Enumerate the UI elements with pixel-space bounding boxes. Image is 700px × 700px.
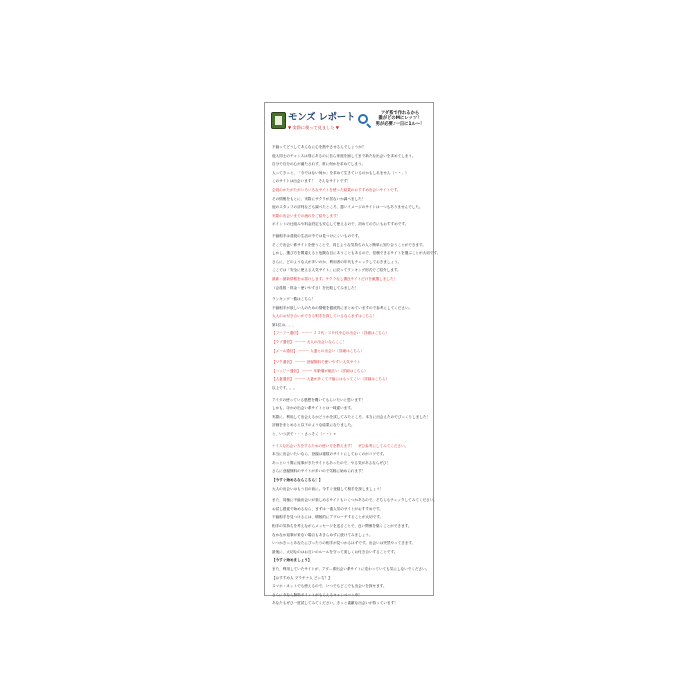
text-line: お試し感覚で始めるなら、まずは一番人気のサイトがおすすめです。 bbox=[272, 506, 383, 511]
text-line: （会員数・料金・使いやすさ）を比較してみました！ bbox=[272, 285, 359, 290]
logo-subtitle: ▼ 実際に使って見ました ▼ bbox=[288, 125, 339, 130]
promo-line: 男が必要♪一日に1ル～！ bbox=[375, 121, 425, 127]
text-line: 【今すぐ始めましょう】 bbox=[272, 558, 312, 563]
text-line: 不倫相手が欲しい人のための情報を徹底的にまとめていますので参考にしてください。 bbox=[272, 305, 413, 310]
text-line: しかし、選び方を間違えると危険な目にあうこともあるので、信頼できるサイトを選ぶことが大切です。 bbox=[272, 251, 441, 256]
text-line: と、いう訳で・・・さっそく（＾＾）ｖ bbox=[272, 432, 337, 436]
article-body bbox=[272, 143, 441, 608]
text-line: 第1位は、、、 bbox=[272, 322, 296, 327]
highlighted-text-line: 【メール通信】 ーーー 人妻との出会い（詳細はこちら） bbox=[272, 348, 365, 353]
highlighted-text-line: 実際の出会いまでの流れをご紹介します！ bbox=[272, 213, 341, 218]
highlighted-text-line: 【ラブ通信】 ーーー 大人の出会いならここ！ bbox=[272, 340, 347, 345]
text-line: 大人の出会いはもう目の前に。今すぐ登録して相手を探しましょう！ bbox=[272, 486, 384, 491]
highlighted-text-line: 大人のお付き合いができる相手を探しているならまずはこちら！ bbox=[272, 314, 377, 319]
logo-title: モンズ レポート bbox=[288, 112, 356, 123]
text-line: スマホ・ネットでも使えるので、いつでもどこでも出会いを探せます。 bbox=[272, 584, 387, 589]
promo-line: 誰がどのMにレッツ！ bbox=[378, 116, 422, 122]
promo-text bbox=[371, 111, 429, 127]
text-line: 評価をまとめると以下のような結果になりました。 bbox=[272, 423, 355, 428]
text-line: 不倫相手は普段の生活の中では見つけにくいものです。 bbox=[272, 233, 362, 238]
text-line: また、同様に不倫出会いが楽しめるサイトもいくつかあるので、そちらもチェックしてみてください。 bbox=[272, 498, 437, 503]
text-line: 他のスタッフの評判なども調べたところ、悪いイメージのサイトは一つもありませんでした。 bbox=[272, 205, 423, 210]
text-line: 他人同士のチャンスは別にあるのに自ら家庭を崩してまで新たな出会いを求めてしまう。 bbox=[272, 153, 416, 158]
text-line: あっという間に返事がきたサイトもあったので、やる気があるならぜひ！ bbox=[272, 460, 391, 465]
text-line: さらに、どのような人が多いのか、利用者の年代もチェックしておきましょう。 bbox=[272, 259, 402, 264]
highlighted-text-line: 最新・最新情報をお届けします。サクラなし優良サイトだけを厳選しました！ bbox=[272, 276, 398, 281]
text-line: 本当に出会いたいなら、登録は複数のサイトにしておくのがコツです。 bbox=[272, 452, 387, 457]
text-line: さらに今なら無料ポイントがもらえるキャンペーン中！ bbox=[272, 592, 362, 597]
magnifier-icon bbox=[358, 114, 368, 124]
text-line: あなたもぜひ一度試してみてください。きっと素敵な出会いが待っています！ bbox=[272, 601, 398, 606]
text-line: ポイントの仕組みや料金設定も安心して使えるので、初めての方にもおすすめです。 bbox=[272, 222, 409, 227]
text-line: 相手の気持ちを考えながらメッセージを送ることで、良い関係を築くことができます。 bbox=[272, 523, 412, 528]
text-line: 【今すぐ始めるならこちら！】 bbox=[272, 477, 323, 482]
text-line: ランキング一覧はこちら！ bbox=[272, 297, 316, 302]
text-line: 不倫相手を見つけるには、積極的にアプローチすることが大切です。 bbox=[272, 515, 384, 520]
text-line: 実際に、利用して出会えるかどうかを試してみたところ、本当に出会えたのでびっくりしました！ bbox=[272, 414, 431, 419]
highlighted-text-line: 【人妻通信】 ーーー 人妻が多くて不倫にはもってこい（詳細はこちら） bbox=[272, 377, 390, 382]
text-line: ここでは「安全に使える人気サイト」に絞ってランキング形式でご紹介します。 bbox=[272, 268, 401, 273]
highlighted-text-line: 【フーフー通信】 ーーー ２３代・３０代中心の出会い（詳細はこちら） bbox=[272, 331, 389, 336]
highlighted-text-line: 会員のかたがたがいろいろなサイトを使った結果のおすすめ出会いサイトです。 bbox=[272, 187, 401, 192]
text-line: さらに登録無料のサイトが多いので気軽に始められます！ bbox=[272, 469, 366, 474]
text-line: 人ってきっと、「今ではない何か」を求めて生きているのかもしれません（＾＾；） bbox=[272, 170, 409, 175]
text-line: また、利用していたサイトが、アダ…系出会い系サイトに変わっていても気にしないでください。 bbox=[272, 566, 430, 571]
text-line: その情報をもとに、実際にサクラが居ないか調べました！ bbox=[272, 196, 366, 201]
text-line: このサイトは出会います！ そんなサイトです！ bbox=[272, 179, 351, 184]
highlighted-text-line: ナイスな出会い方をするための使い方を教えます！ ぜひ参考にしてみてください。 bbox=[272, 443, 409, 448]
text-line: 最後に、大切なのはお互いのルールを守って楽しくお付き合いすることです。 bbox=[272, 549, 398, 554]
report-document bbox=[264, 102, 441, 606]
text-line: アイダの使っている感想を聞いてもらいたいと思います！ bbox=[272, 397, 366, 402]
report-header bbox=[269, 107, 429, 137]
text-line: いつかきっとあなたにぴったりの相手が見つかるはずです。出会いは突然やってきます。 bbox=[272, 541, 416, 546]
text-line: 【おすすめ人 プラチナ人 どっち？】 bbox=[272, 575, 332, 580]
report-book-icon bbox=[271, 112, 286, 129]
highlighted-text-line: 【ハッピー通信】 ーーー 年齢層が幅広い（詳細はこちら） bbox=[272, 368, 368, 373]
highlighted-text-line: 【ワク通信】 ーーー 登録無料で使いやすい人気サイト bbox=[272, 360, 361, 365]
text-line: 自分で自分の心が満たされず、常に何かを求めてしまう。 bbox=[272, 162, 366, 167]
promo-line: アダ系で作れるから bbox=[380, 111, 420, 116]
text-line: なかなか返事が来ない場合もあきらめずに続けてみましょう。 bbox=[272, 532, 373, 537]
text-line: 以上です。。。 bbox=[272, 386, 297, 391]
text-line: そこで出会い系サイトを使うことで、同じような気持ちの人と簡単に知り合うことができます。 bbox=[272, 242, 426, 247]
text-line: 不倫ってどうしてあんなに心を熱中させるんでしょうか？ bbox=[272, 145, 366, 149]
text-line: しかも、ほかの出会い系サイトとは一味違います。 bbox=[272, 406, 355, 411]
logo bbox=[271, 112, 369, 134]
